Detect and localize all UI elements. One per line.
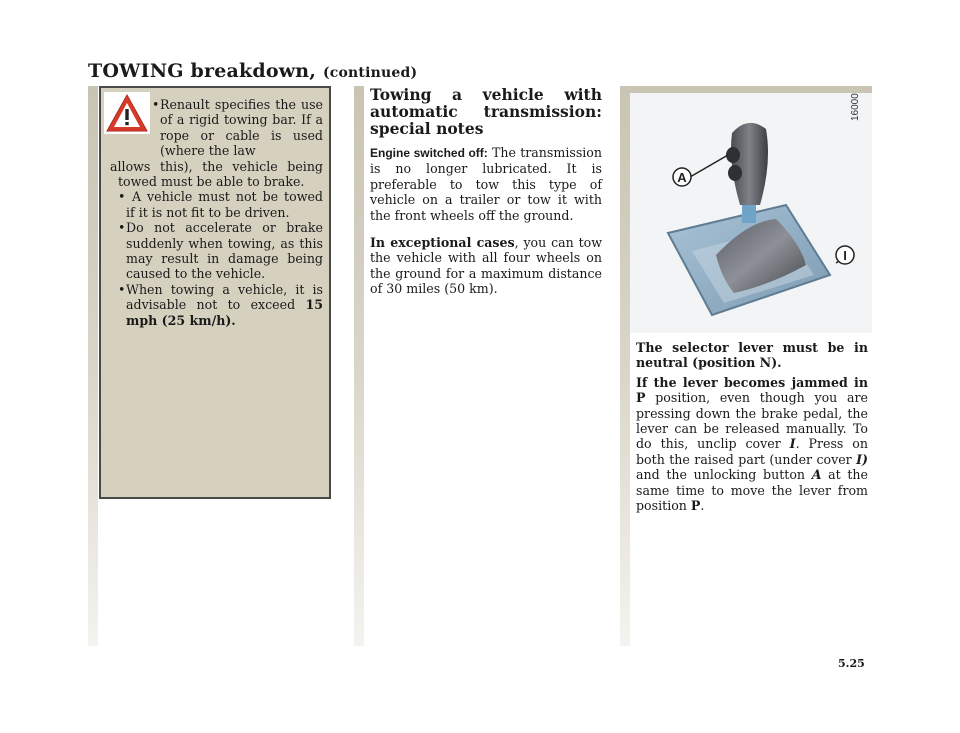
right-column — [636, 340, 868, 517]
label-i: I — [843, 248, 847, 263]
margin-bar-left — [88, 86, 98, 646]
paragraph-neutral: The selector lever must be in neutral (position N). — [636, 340, 868, 371]
paragraph-exceptional: In exceptional cases, you can tow the vehicle with all four wheels on the ground for a maximum distance of 30 miles (50 km). — [370, 235, 602, 297]
margin-bar-right — [620, 86, 630, 646]
paragraph-jammed: If the lever becomes jammed in P position, even though you are pressing down the brake pedal, the lever can be released manually. To do this, unclip cover I. Press on both the raised part (under cover I) and the unlocking button A at the same time to move the lever from position P. — [636, 374, 868, 514]
middle-column — [370, 86, 602, 297]
title-main: TOWING breakdown, — [88, 60, 317, 82]
figure-top-rule — [626, 86, 872, 93]
warning-text — [110, 97, 323, 328]
label-a: A — [677, 170, 687, 185]
paragraph-engine-off: Engine switched off: The transmission is no longer lubricated. It is preferable to tow this type of vehicle on a trailer or tow it with the front wheels off the ground. — [370, 145, 602, 223]
page-title — [88, 60, 417, 82]
section-heading: Towing a vehicle with automatic transmission: special notes — [370, 85, 602, 138]
page-number: 5.25 — [838, 657, 865, 670]
warning-item: •When towing a vehicle, it is advisable not to exceed 15 mph (25 km/h). — [118, 281, 323, 328]
margin-bar-middle — [354, 86, 364, 646]
warning-item: • A vehicle must not be towed if it is not fit to be driven. — [118, 189, 323, 220]
title-continued: (continued) — [322, 65, 418, 81]
figure-code: 16000 — [850, 93, 861, 121]
warning-item: •Renault specifies the use of a rigid towing bar. If a rope or cable is used (where the law allows this), the vehicle being towed must be able to brake. — [110, 97, 323, 190]
gear-selector-figure — [630, 93, 872, 333]
warning-item: •Do not accelerate or brake suddenly when towing, as this may result in damage being caused to the vehicle. — [118, 220, 323, 282]
